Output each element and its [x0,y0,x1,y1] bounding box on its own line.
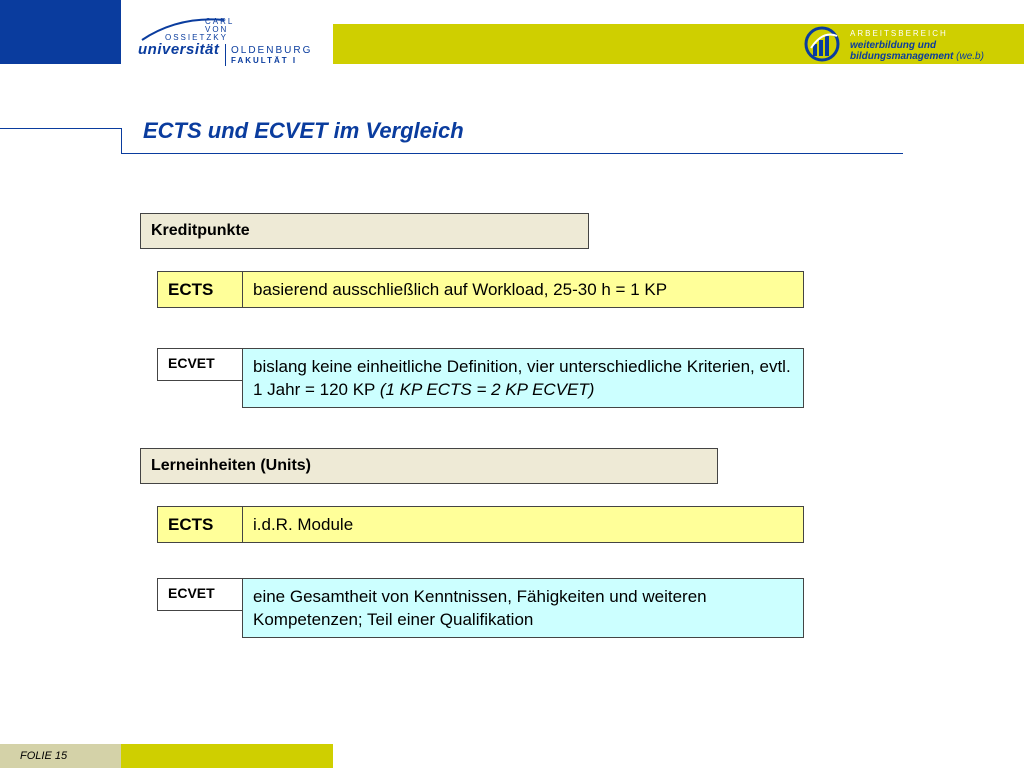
logo-von: VON [205,25,229,34]
page-title: ECTS und ECVET im Vergleich [143,118,464,143]
row-content-ects: i.d.R. Module [242,506,804,543]
footer-yellow-block [121,744,333,768]
title-rule-bottom [121,153,903,154]
logo-universitaet: universität [138,41,220,58]
title-rule-vertical [121,128,122,154]
row-label-ecvet: ECVET [157,348,243,381]
row-label-ects: ECTS [157,506,243,543]
row-label-ects: ECTS [157,271,243,308]
header-blue-block [0,0,121,64]
logo-fakultaet: FAKULTÄT I [231,56,298,65]
section-header-lerneinheiten: Lerneinheiten (Units) [140,448,718,484]
row-content-ecvet: eine Gesamtheit von Kenntnissen, Fähigkeiten und weiteren Kompetenzen; Teil einer Qualifikation [242,578,804,638]
row-content-ecvet [242,348,804,408]
logo-divider [225,44,226,66]
logo-ossietzky: OSSIETZKY [165,33,228,42]
row-content-ects: basierend ausschließlich auf Workload, 25-30 h = 1 KP [242,271,804,308]
web-line-bildungsmanagement [850,51,984,62]
title-rule-left [0,128,121,129]
row-label-ecvet: ECVET [157,578,243,611]
web-logo-icon [803,26,841,62]
web-line3-main: bildungsmanagement [850,51,954,62]
slide-number: FOLIE 15 [20,750,68,762]
web-line-arbeitsbereich: ARBEITSBEREICH [850,29,948,38]
web-line3-suffix: (we.b) [956,51,984,62]
logo-oldenburg: OLDENBURG [231,45,313,56]
row-content-ecvet-text: bislang keine einheitliche Definition, vier unterschiedliche Kriterien, evtl. 1 Jahr = 120 KP [253,357,791,399]
logo-carl: CARL [205,17,235,26]
section-header-kreditpunkte: Kreditpunkte [140,213,589,249]
web-line-weiterbildung: weiterbildung und [850,40,937,51]
row-content-ecvet-italic: (1 KP ECTS = 2 KP ECVET) [379,380,595,399]
